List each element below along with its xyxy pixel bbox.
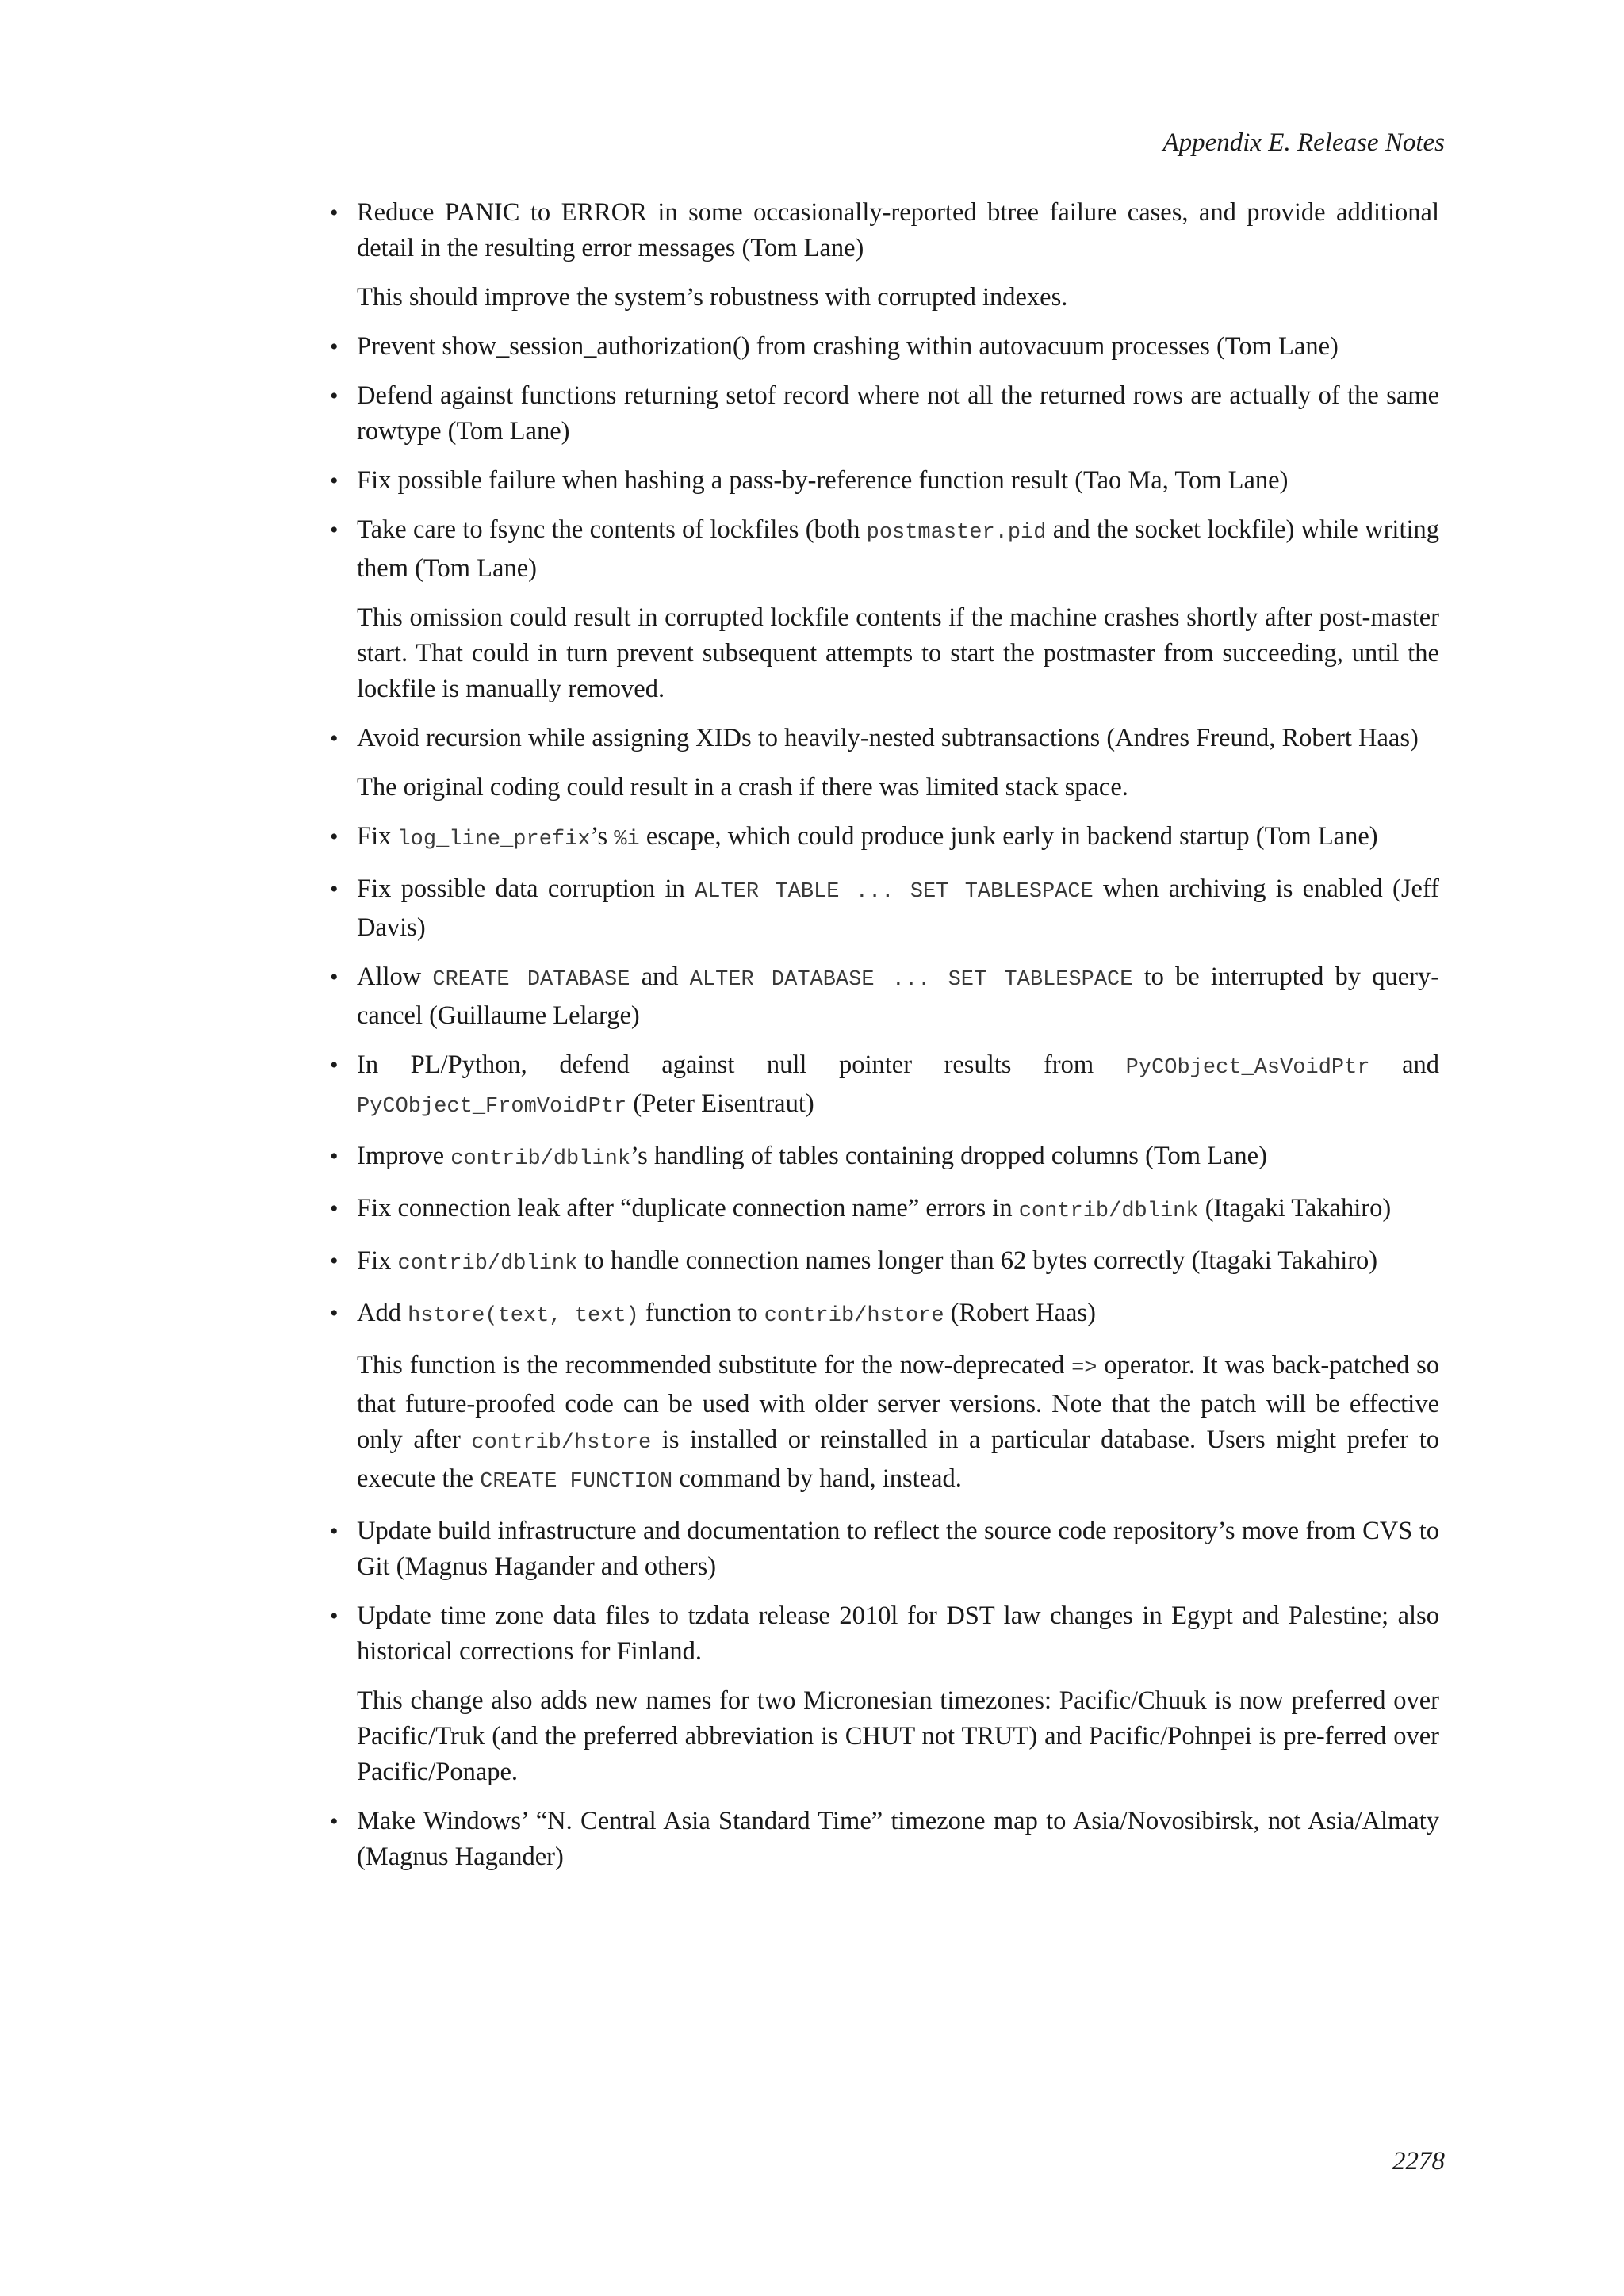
- text-run: Reduce PANIC to ERROR in some occasionally-reported btree failure cases, and provide additional detail in the resulting error messages (Tom Lane): [357, 198, 1439, 262]
- text-run: Prevent show_session_authorization() from crashing within autovacuum processes (Tom Lane): [357, 332, 1339, 361]
- text-run: and: [1369, 1050, 1439, 1079]
- release-note-item: [330, 871, 1439, 946]
- release-note-text: [357, 1295, 1439, 1334]
- inline-code: %i: [614, 828, 640, 851]
- text-run: (Itagaki Takahiro): [1198, 1194, 1392, 1223]
- text-run: Fix possible failure when hashing a pass-by-reference function result (Tao Ma, Tom Lane): [357, 466, 1289, 495]
- inline-code: contrib/hstore: [471, 1431, 652, 1455]
- release-note-text: [357, 329, 1439, 365]
- release-note-text: [357, 463, 1439, 499]
- text-run: Update build infrastructure and documentation to reflect the source code repository’s move from CVS to Git (Magnus Hagander and others): [357, 1517, 1439, 1581]
- release-note-item: [330, 512, 1440, 707]
- release-note-text: [357, 1598, 1439, 1670]
- inline-code: =>: [1071, 1357, 1097, 1380]
- inline-code: hstore(text, text): [408, 1304, 639, 1328]
- release-note-item: [330, 1243, 1439, 1282]
- text-run: Fix connection leak after “duplicate connection name” errors in: [357, 1194, 1019, 1223]
- bullet-icon: •: [330, 824, 339, 850]
- inline-code: ALTER TABLE ... SET TABLESPACE: [695, 880, 1094, 904]
- release-note-text: [357, 1513, 1439, 1585]
- text-run: Allow: [357, 962, 433, 991]
- text-run: This omission could result in corrupted lockfile contents if the machine crashes shortly after post-master start. That could in turn prevent subsequent attempts to start the postmaster from succeeding, until the lockfile is manually removed.: [357, 603, 1439, 703]
- release-note-text: [357, 721, 1439, 756]
- text-run: and the socket lockfile) while writing them (Tom Lane): [357, 515, 1440, 583]
- text-run: ’s: [590, 822, 615, 851]
- inline-code: CREATE FUNCTION: [480, 1470, 673, 1494]
- release-note-text: [357, 1804, 1439, 1875]
- release-note-text: [357, 1191, 1439, 1230]
- text-run: Take care to fsync the contents of lockfiles (both: [357, 515, 867, 544]
- bullet-icon: •: [330, 334, 339, 360]
- release-note-item: [330, 1804, 1439, 1875]
- release-note-item: [330, 1598, 1439, 1790]
- text-run: to be interrupted by query-cancel (Guillaume Lelarge): [357, 962, 1440, 1030]
- text-run: (Robert Haas): [944, 1299, 1096, 1327]
- release-note-text: [357, 1047, 1439, 1125]
- page-number: 2278: [1392, 2147, 1445, 2175]
- release-note-item: [330, 819, 1439, 858]
- release-note-text: [357, 959, 1439, 1034]
- release-note-item: [330, 1047, 1439, 1125]
- release-note-detail: [357, 1348, 1439, 1500]
- release-note-item: [330, 195, 1439, 316]
- bullet-icon: •: [330, 1196, 339, 1222]
- text-run: and: [630, 962, 690, 991]
- text-run: is installed or reinstalled in a particular database. Users might prefer to execute the: [357, 1425, 1439, 1493]
- text-run: Improve: [357, 1142, 451, 1170]
- release-note-text: [357, 819, 1439, 858]
- release-note-item: [330, 1513, 1439, 1585]
- text-run: Avoid recursion while assigning XIDs to heavily-nested subtransactions (Andres Freund, Robert Haas): [357, 724, 1419, 752]
- text-run: escape, which could produce junk early in backend startup (Tom Lane): [639, 822, 1378, 851]
- release-note-detail: [357, 280, 1439, 316]
- inline-code: PyCObject_AsVoidPtr: [1125, 1056, 1370, 1080]
- bullet-icon: •: [330, 517, 339, 543]
- release-note-item: [330, 959, 1440, 1034]
- release-note-text: [357, 871, 1439, 946]
- text-run: function to: [638, 1299, 764, 1327]
- release-note-item: [330, 721, 1439, 806]
- text-run: Fix possible data corruption in: [357, 874, 695, 903]
- bullet-icon: •: [330, 725, 339, 752]
- inline-code: contrib/dblink: [1018, 1200, 1199, 1223]
- text-run: This should improve the system’s robustness with corrupted indexes.: [357, 283, 1068, 312]
- bullet-icon: •: [330, 964, 339, 990]
- release-note-item: [330, 1138, 1439, 1177]
- release-note-detail: [357, 1683, 1439, 1790]
- bullet-icon: •: [330, 1808, 339, 1835]
- release-notes-list: [330, 195, 1440, 1888]
- bullet-icon: •: [330, 1603, 339, 1629]
- text-run: when archiving is enabled (Jeff Davis): [357, 874, 1439, 942]
- inline-code: contrib/dblink: [450, 1147, 631, 1171]
- inline-code: log_line_prefix: [397, 828, 591, 851]
- text-run: Fix: [357, 1246, 398, 1275]
- text-run: ’s handling of tables containing dropped columns (Tom Lane): [630, 1142, 1267, 1170]
- inline-code: postmaster.pid: [866, 521, 1047, 545]
- release-note-item: [330, 1191, 1439, 1230]
- text-run: to handle connection names longer than 62 bytes correctly (Itagaki Takahiro): [577, 1246, 1378, 1275]
- release-note-item: [330, 1295, 1439, 1500]
- bullet-icon: •: [330, 1518, 339, 1544]
- bullet-icon: •: [330, 1300, 339, 1326]
- text-run: In PL/Python, defend against null pointer results from: [357, 1050, 1126, 1079]
- release-note-text: [357, 378, 1439, 450]
- bullet-icon: •: [330, 1248, 339, 1274]
- text-run: Make Windows’ “N. Central Asia Standard Time” timezone map to Asia/Novosibirsk, not Asia/Almaty (Magnus Hagander): [357, 1807, 1439, 1871]
- inline-code: CREATE DATABASE: [432, 968, 630, 992]
- text-run: (Peter Eisentraut): [626, 1089, 814, 1118]
- inline-code: PyCObject_FromVoidPtr: [357, 1095, 627, 1119]
- release-note-item: [330, 329, 1439, 365]
- bullet-icon: •: [330, 1143, 339, 1169]
- text-run: operator. It was back-patched so that future-proofed code can be used with older server versions. Note that the patch will be effective only after: [357, 1351, 1439, 1454]
- bullet-icon: •: [330, 1052, 339, 1078]
- text-run: Update time zone data files to tzdata release 2010l for DST law changes in Egypt and Palestine; also historical corrections for Finland.: [357, 1601, 1439, 1666]
- release-note-item: [330, 378, 1439, 450]
- release-note-item: [330, 463, 1439, 499]
- release-note-text: [357, 512, 1439, 587]
- inline-code: contrib/hstore: [764, 1304, 944, 1328]
- bullet-icon: •: [330, 468, 339, 494]
- text-run: The original coding could result in a crash if there was limited stack space.: [357, 773, 1128, 802]
- text-run: Defend against functions returning setof record where not all the returned rows are actually of the same rowtype (Tom Lane): [357, 381, 1439, 446]
- text-run: This change also adds new names for two Micronesian timezones: Pacific/Chuuk is now preferred over Pacific/Truk (and the preferred abbreviation is CHUT not TRUT) and Pacific/Pohnpei is pre-ferred over Pacific/Ponape.: [357, 1686, 1439, 1786]
- inline-code: contrib/dblink: [397, 1252, 578, 1276]
- page-header: Appendix E. Release Notes: [1162, 128, 1445, 157]
- text-run: command by hand, instead.: [672, 1464, 962, 1493]
- text-run: Fix: [357, 822, 398, 851]
- bullet-icon: •: [330, 383, 339, 409]
- inline-code: ALTER DATABASE ... SET TABLESPACE: [689, 968, 1133, 992]
- release-note-text: [357, 195, 1439, 266]
- text-run: Add: [357, 1299, 408, 1327]
- release-note-detail: [357, 600, 1439, 707]
- release-note-detail: [357, 770, 1439, 806]
- text-run: This function is the recommended substitute for the now-deprecated: [357, 1351, 1072, 1380]
- release-note-text: [357, 1243, 1439, 1282]
- bullet-icon: •: [330, 876, 339, 902]
- bullet-icon: •: [330, 200, 339, 226]
- release-note-text: [357, 1138, 1439, 1177]
